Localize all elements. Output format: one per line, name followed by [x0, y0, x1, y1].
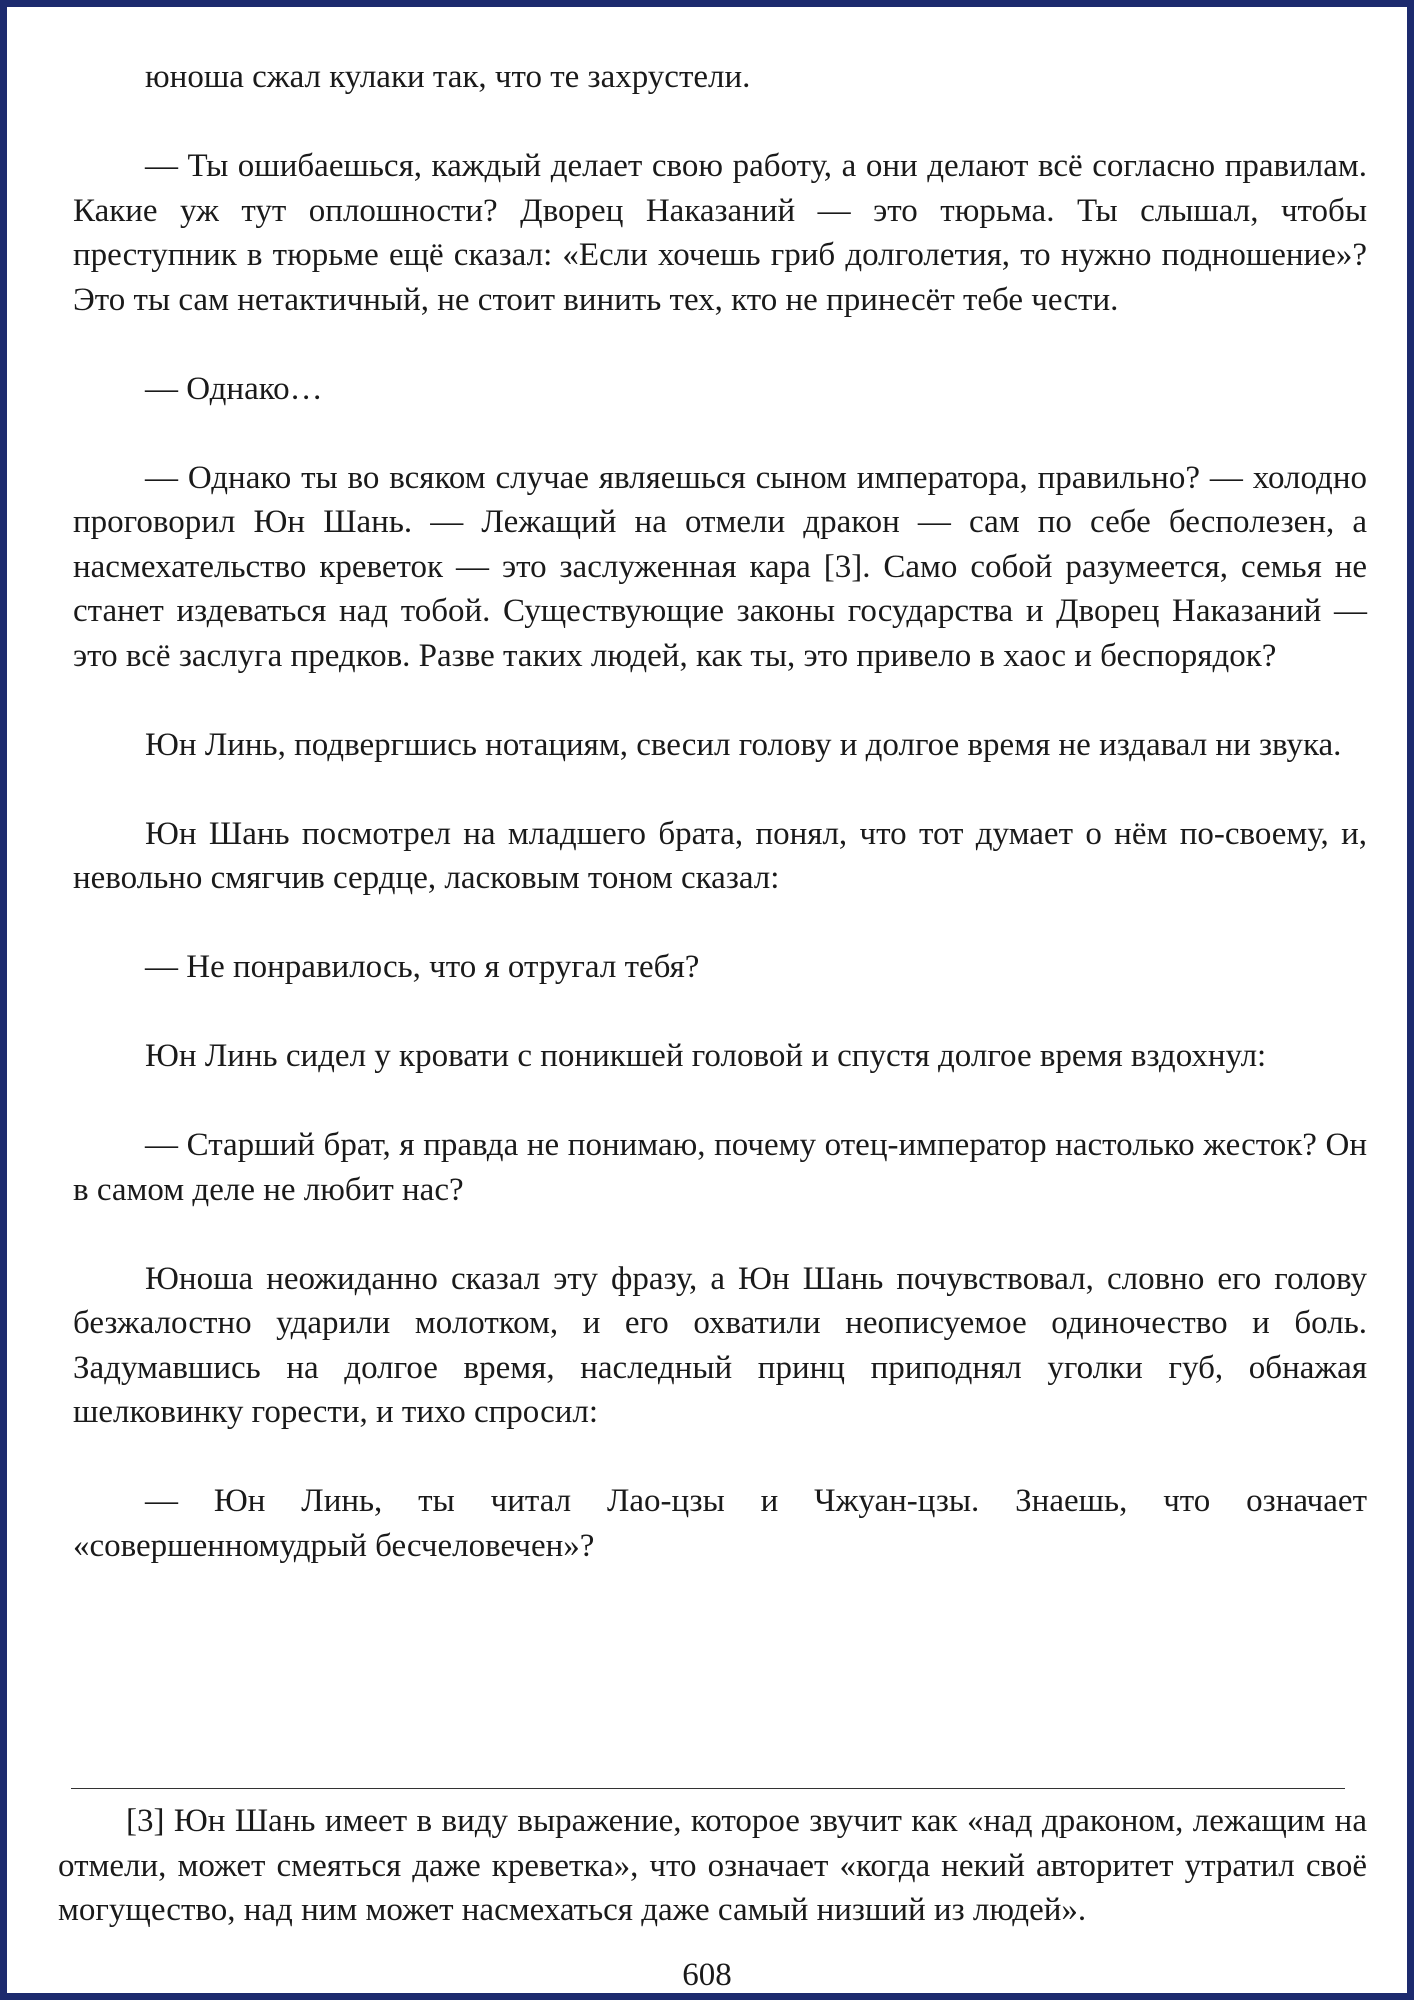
- paragraph: — Ты ошибаешься, каждый делает свою работу, а они делают всё согласно правилам. Какие уж тут оплошности? Дворец Наказаний — это тюрьма. Ты слышал, чтобы преступник в тюрьме ещё сказал: «Если хочешь гриб долголетия, то нужно подношение»? Это ты сам нетактичный, не стоит винить тех, кто не принесёт тебе чести.: [73, 148, 1367, 318]
- body-text: [73, 55, 1367, 1568]
- footnote-separator: [71, 1788, 1345, 1789]
- paragraph: — Не понравилось, что я отругал тебя?: [145, 949, 700, 985]
- paragraph: Юн Линь, подвергшись нотациям, свесил голову и долгое время не издавал ни звука.: [145, 726, 1342, 763]
- paragraph: Юн Линь сидел у кровати с поникшей головой и спустя долгое время вздохнул:: [145, 1038, 1267, 1074]
- paragraph: — Однако ты во всяком случае являешься сыном императора, правильно? — холодно проговорил Юн Шань. — Лежащий на отмели дракон — сам по себе бесполезен, а насмехательство креветок — это заслуженная кара [3]. Само собой разумеется, семья не станет издеваться над тобой. Существующие законы государства и Дворец Наказаний — это всё заслуга предков. Разве таких людей, как ты, это привело в хаос и беспорядок?: [73, 459, 1367, 674]
- page-number: 608: [682, 1957, 732, 1993]
- paragraph: юноша сжал кулаки так, что те захрустели.: [145, 59, 751, 95]
- paragraph: Юн Шань посмотрел на младшего брата, понял, что тот думает о нём по-своему, и, невольно смягчив сердце, ласковым тоном сказал:: [73, 815, 1367, 896]
- paragraph: — Юн Линь, ты читал Лао-цзы и Чжуан-цзы. Знаешь, что означает «совершенномудрый бесчеловечен»?: [73, 1483, 1367, 1564]
- paragraph: — Однако…: [145, 370, 323, 407]
- footnote: [3] Юн Шань имеет в виду выражение, которое звучит как «над драконом, лежащим на отмели, может смеяться даже креветка», что означает «когда некий авторитет утратил своё могущество, над ним может насмехаться даже самый низший из людей».: [58, 1803, 1367, 1928]
- paragraph: — Старший брат, я правда не понимаю, почему отец-император настолько жесток? Он в самом деле не любит нас?: [73, 1127, 1367, 1208]
- paragraph: Юноша неожиданно сказал эту фразу, а Юн Шань почувствовал, словно его голову безжалостно ударили молотком, и его охватили неописуемое одиночество и боль. Задумавшись на долгое время, наследный принц приподнял уголки губ, обнажая шелковинку горести, и тихо спросил:: [73, 1260, 1367, 1430]
